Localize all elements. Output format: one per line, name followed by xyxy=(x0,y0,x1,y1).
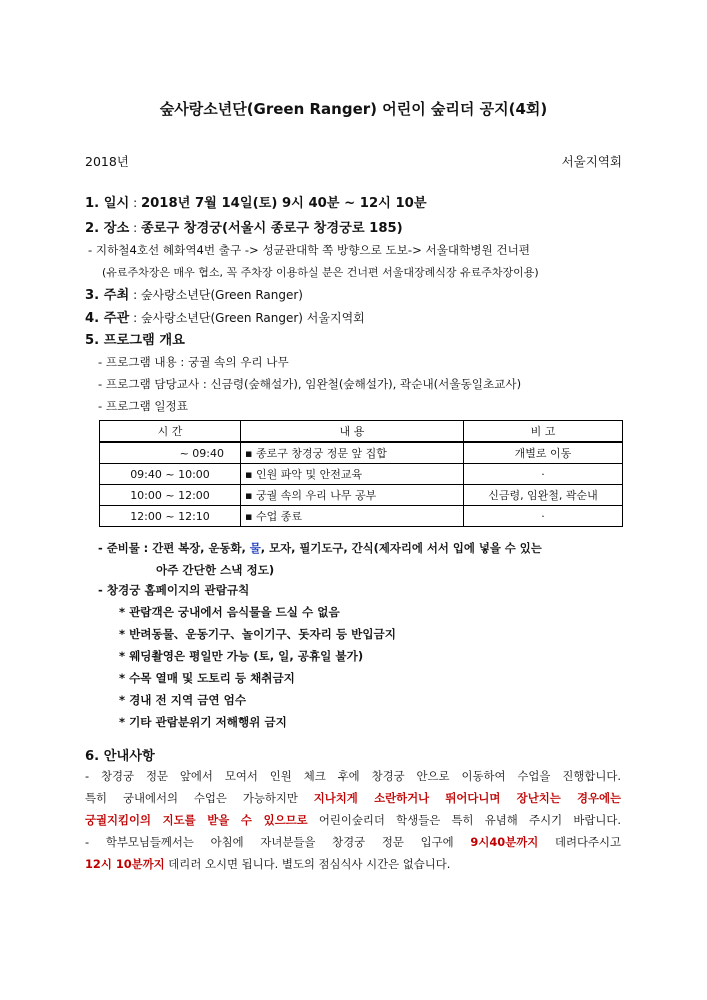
section-location: 2. 장소 : 종로구 창경궁(서울시 종로구 창경궁로 185) xyxy=(85,221,403,236)
program-schedule-label: - 프로그램 일정표 xyxy=(98,399,188,413)
notice-line-3: 궁궐지킴이의 지도를 받을 수 있으므로 어린이숲리더 학생들은 특히 유념해 주시기 바랍니다. xyxy=(85,813,622,827)
table-header-note: 비 고 xyxy=(464,421,623,443)
section-notice: 6. 안내사항 xyxy=(85,749,155,764)
row-time: ~ 09:40 xyxy=(100,442,241,464)
table-header-content: 내 용 xyxy=(241,421,464,443)
year-label: 2018년 xyxy=(85,154,129,169)
rule-item: * 경내 전 지역 금연 엄수 xyxy=(119,693,247,707)
rule-item: * 관람객은 궁내에서 음식물을 드실 수 없음 xyxy=(119,605,340,619)
row-time: 10:00 ~ 12:00 xyxy=(100,485,241,506)
table-row xyxy=(100,442,623,464)
section-host: 3. 주최 : 숲사랑소년단(Green Ranger) xyxy=(85,288,303,303)
row-content: ▪ 궁궐 속의 우리 나무 공부 xyxy=(241,485,464,506)
section-program: 5. 프로그램 개요 xyxy=(85,333,185,348)
rule-item: * 웨딩촬영은 평일만 가능 (토, 일, 공휴일 불가) xyxy=(119,649,364,663)
row-note: 개별로 이동 xyxy=(464,442,623,464)
document-title: 숲사랑소년단(Green Ranger) 어린이 숲리더 공지(4회) xyxy=(159,100,548,118)
supplies-line-2: 아주 간단한 스낵 정도) xyxy=(156,563,275,577)
org-label: 서울지역회 xyxy=(561,154,622,169)
notice-line-5: 12시 10분까지 데리러 오시면 됩니다. 별도의 점심식사 시간은 없습니다. xyxy=(85,857,451,871)
table-row xyxy=(100,485,623,506)
row-note: · xyxy=(464,506,623,527)
row-note: 신금령, 임완철, 곽순내 xyxy=(464,485,623,506)
table-row xyxy=(100,506,623,527)
parking-note: (유료주차장은 매우 협소, 꼭 주차장 이용하실 분은 건너편 서울대장례식장 유료주차장이용) xyxy=(102,266,539,279)
row-note: · xyxy=(464,464,623,485)
notice-line-2: 특히 궁내에서의 수업은 가능하지만 지나치게 소란하거나 뛰어다니며 장난치는 경우에는 xyxy=(85,791,621,805)
row-content: ▪ 인원 파악 및 안전교육 xyxy=(241,464,464,485)
rules-label: - 창경궁 홈페이지의 관람규칙 xyxy=(98,583,250,597)
section-datetime: 1. 일시 : 2018년 7월 14일(토) 9시 40분 ~ 12시 10분 xyxy=(85,196,427,211)
rule-item: * 기타 관람분위기 저해행위 금지 xyxy=(119,715,287,729)
row-content: ▪ 수업 종료 xyxy=(241,506,464,527)
notice-line-1: - 창경궁 정문 앞에서 모여서 인원 체크 후에 창경궁 안으로 이동하여 수업을 진행합니다. xyxy=(85,769,621,783)
row-time: 09:40 ~ 10:00 xyxy=(100,464,241,485)
schedule-table xyxy=(99,420,623,527)
location-directions: - 지하철4호선 혜화역4번 출구 -> 성균관대학 쪽 방향으로 도보-> 서울대학병원 건너편 xyxy=(88,243,530,257)
program-teachers: - 프로그램 담당교사 : 신금령(숲해설가), 임완철(숲해설가), 곽순내(서울동일초교사) xyxy=(98,377,522,391)
rule-item: * 반려동물、운동기구、놀이기구、돗자리 등 반입금지 xyxy=(119,627,396,641)
table-row xyxy=(100,464,623,485)
supplies-line: - 준비물 : 간편 복장, 운동화, 물, 모자, 필기도구, 간식(제자리에 서서 입에 넣을 수 있는 xyxy=(98,541,542,555)
row-time: 12:00 ~ 12:10 xyxy=(100,506,241,527)
program-content: - 프로그램 내용 : 궁궐 속의 우리 나무 xyxy=(98,355,289,369)
table-header-row xyxy=(100,421,623,443)
table-header-time: 시 간 xyxy=(100,421,241,443)
notice-line-4: - 학부모님들께서는 아침에 자녀분들을 창경궁 정문 입구에 9시40분까지 데려다주시고 xyxy=(85,835,621,849)
section-organizer: 4. 주관 : 숲사랑소년단(Green Ranger) 서울지역회 xyxy=(85,311,365,326)
rule-item: * 수목 열매 및 도토리 등 채취금지 xyxy=(119,671,295,685)
row-content: ▪ 종로구 창경궁 정문 앞 집합 xyxy=(241,442,464,464)
supplies-water: 물 xyxy=(249,541,261,555)
